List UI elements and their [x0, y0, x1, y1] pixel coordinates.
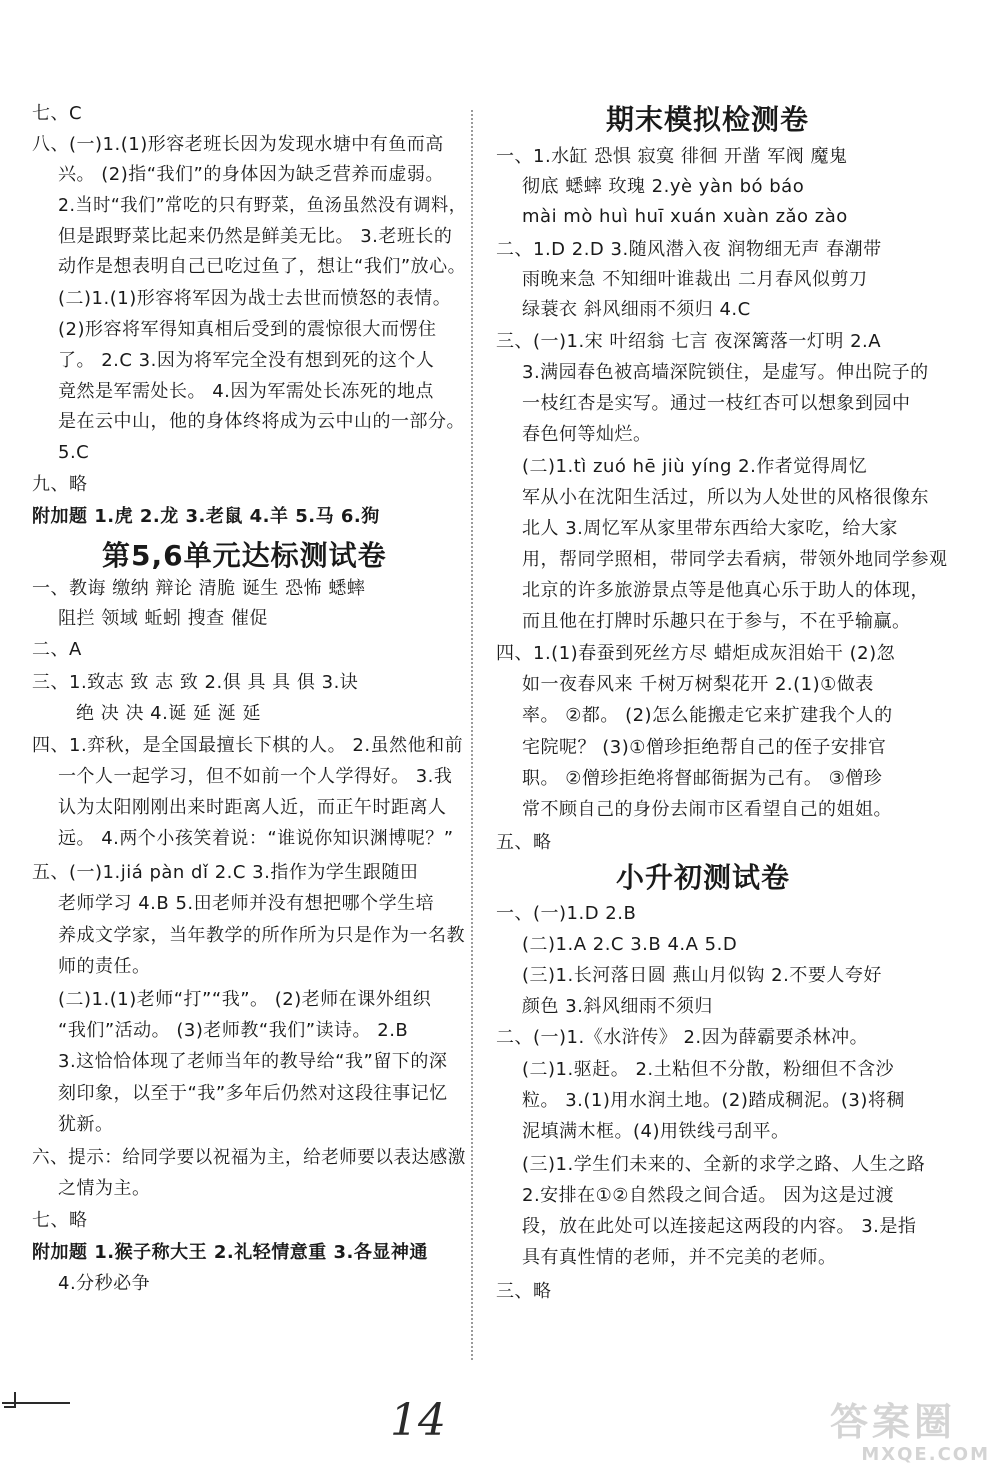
answer-line: 老师学习 4.B 5.田老师并没有想把哪个学生培 — [58, 893, 435, 914]
answer-line: 一、(一)1.D 2.B — [496, 903, 637, 924]
answer-line: 一个人一起学习，但不如前一个人学得好。 3.我 — [58, 766, 453, 787]
answer-line: 师的责任。 — [58, 956, 151, 977]
answer-line: 四、1.弈秋，是全国最擅长下棋的人。 2.虽然他和前 — [32, 735, 464, 756]
answer-line: 六、提示：给同学要以祝福为主，给老师要以表达感激 — [32, 1147, 466, 1168]
answer-line: 军从小在沈阳生活过，所以为人处世的风格很像东 — [522, 487, 929, 508]
answer-line: (三)1.学生们未来的、全新的求学之路、人生之路 — [522, 1154, 926, 1175]
answer-line: 泥填满木框。(4)用铁线弓刮平。 — [522, 1121, 790, 1142]
answer-line: 3.这恰恰体现了老师当年的教导给“我”留下的深 — [58, 1051, 448, 1072]
answer-line: 一枝红杏是实写。通过一枝红杏可以想象到园中 — [522, 393, 911, 414]
answer-line: 四、1.(1)春蚕到死丝方尽 蜡炬成灰泪始干 (2)忽 — [496, 643, 896, 664]
column-divider — [471, 110, 473, 1360]
answer-line: 但是跟野菜比起来仍然是鲜美无比。 3.老班长的 — [58, 226, 453, 247]
page-number: 14 — [390, 1395, 446, 1446]
answer-line: 4.分秒必争 — [58, 1273, 151, 1294]
section-heading: 小升初测试卷 — [616, 861, 791, 894]
answer-line: 而且他在打牌时乐趣只在于参与，不在乎输赢。 — [522, 611, 911, 632]
answer-line: 三、(一)1.宋 叶绍翁 七言 夜深篱落一灯明 2.A — [496, 331, 882, 352]
answer-line: 之情为主。 — [58, 1178, 151, 1199]
answer-line: 用，帮同学照相，带同学去看病，带领外地同学参观 — [522, 549, 948, 570]
answer-line: 常不顾自己的身份去闹市区看望自己的姐姐。 — [522, 799, 892, 820]
answer-line: 刻印象，以至于“我”多年后仍然对这段往事记忆 — [58, 1083, 448, 1104]
answer-line: 八、(一)1.(1)形容老班长因为发现水塘中有鱼而高 — [32, 134, 444, 155]
answer-line: 动作是想表明自己已吃过鱼了，想让“我们”放心。 — [58, 256, 467, 277]
answer-line: 远。 4.两个小孩笑着说：“谁说你知识渊博呢？” — [58, 828, 454, 849]
section-heading: 第5,6单元达标测试卷 — [102, 539, 387, 572]
answer-line: 北人 3.周忆军从家里带东西给大家吃，给大家 — [522, 518, 898, 539]
answer-line: 三、1.致志 致 志 致 2.俱 具 具 俱 3.诀 — [32, 672, 359, 693]
answer-line: 二、A — [32, 639, 82, 660]
answer-line: 粒。 3.(1)用水润土地。(2)踏成稠泥。(3)将稠 — [522, 1090, 905, 1111]
answer-line: (二)1.(1)形容将军因为战士去世而愤怒的表情。 — [58, 288, 452, 309]
section-heading: 期末模拟检测卷 — [606, 103, 810, 136]
answer-line: 3.满园春色被高墙深院锁住，是虚写。伸出院子的 — [522, 362, 929, 383]
answer-line: (二)1.驱赶。 2.土粘但不分散，粉细但不含沙 — [522, 1059, 895, 1080]
answer-line: 七、C — [32, 103, 83, 124]
answer-line: (二)1.(1)老师“打”“我”。 (2)老师在课外组织 — [58, 989, 432, 1010]
answer-line: 北京的许多旅游景点等是他真心乐于助人的体现， — [522, 580, 929, 601]
answer-line: (二)1.A 2.C 3.B 4.A 5.D — [522, 934, 738, 955]
answer-line: (2)形容将军得知真相后受到的震惊很大而愣住 — [58, 319, 437, 340]
answer-line: 二、1.D 2.D 3.随风潜入夜 润物细无声 春潮带 — [496, 239, 882, 260]
answer-line: 2.安排在①②自然段之间合适。 因为这是过渡 — [522, 1185, 895, 1206]
answer-line: 绿蓑衣 斜风细雨不须归 4.C — [522, 299, 751, 320]
answer-line: 2.当时“我们”常吃的只有野菜，鱼汤虽然没有调料， — [58, 195, 467, 216]
answer-line: 一、1.水缸 恐惧 寂寞 徘徊 开凿 军阀 魔鬼 — [496, 146, 848, 167]
answer-line: 雨晚来急 不知细叶谁裁出 二月春风似剪刀 — [522, 269, 868, 290]
answer-line: 五、略 — [496, 832, 552, 853]
answer-line: 兴。 (2)指“我们”的身体因为缺乏营养而虚弱。 — [58, 164, 444, 185]
answer-line: 5.C — [58, 442, 90, 463]
answer-line: 犹新。 — [58, 1114, 114, 1135]
answer-line: 竟然是军需处长。 4.因为军需处长冻死的地点 — [58, 381, 434, 402]
answer-line: mài mò huì huī xuán xuàn zǎo zào — [522, 206, 848, 227]
site-watermark — [830, 1400, 990, 1472]
answer-line: 是在云中山，他的身体终将成为云中山的一部分。 — [58, 411, 465, 432]
answer-line: 颜色 3.斜风细雨不须归 — [522, 996, 713, 1017]
answer-line: 九、略 — [32, 474, 88, 495]
answer-line: 如一夜春风来 千树万树梨花开 2.(1)①做表 — [522, 674, 874, 695]
answer-line: 七、略 — [32, 1210, 88, 1231]
watermark-text: 答案圈 — [830, 1400, 957, 1444]
answer-line: 宅院呢？ (3)①僧珍拒绝帮自己的侄子安排官 — [522, 737, 887, 758]
answer-line: (三)1.长河落日圆 燕山月似钩 2.不要人夸好 — [522, 965, 882, 986]
answer-line: 段，放在此处可以连接起这两段的内容。 3.是指 — [522, 1216, 917, 1237]
answer-line: 具有真性情的老师，并不完美的老师。 — [522, 1247, 837, 1268]
answer-line: 二、(一)1.《水浒传》 2.因为薛霸要杀林冲。 — [496, 1027, 869, 1048]
answer-line: 五、(一)1.jiá pàn dǐ 2.C 3.指作为学生跟随田 — [32, 862, 419, 883]
answer-line: 一、教诲 缴纳 辩论 清脆 诞生 恐怖 蟋蟀 — [32, 578, 366, 599]
answer-line: 彻底 蟋蟀 玫瑰 2.yè yàn bó báo — [522, 176, 805, 197]
watermark-url: MXQE.COM — [861, 1444, 990, 1465]
bonus-line: 附加题 1.猴子称大王 2.礼轻情意重 3.各显神通 — [32, 1242, 428, 1263]
bonus-line: 附加题 1.虎 2.龙 3.老鼠 4.羊 5.马 6.狗 — [32, 506, 380, 527]
answer-line: 了。 2.C 3.因为将军完全没有想到死的这个人 — [58, 350, 435, 371]
answer-line: (二)1.tì zuó hē jiù yíng 2.作者觉得周忆 — [522, 456, 868, 477]
crop-mark — [4, 1392, 16, 1408]
answer-line: 职。 ②僧珍拒绝将督邮衙据为己有。 ③僧珍 — [522, 768, 883, 789]
answer-line: 绝 决 决 4.诞 延 涎 延 — [76, 703, 262, 724]
answer-line: 认为太阳刚刚出来时距离人近，而正午时距离人 — [58, 797, 447, 818]
answer-line: 阻拦 领域 蚯蚓 搜查 催促 — [58, 608, 268, 629]
answer-line: 三、略 — [496, 1281, 552, 1302]
answer-line: 春色何等灿烂。 — [522, 424, 652, 445]
answer-line: 养成文学家，当年教学的所作所为只是作为一名教 — [58, 925, 465, 946]
answer-line: “我们”活动。 (3)老师教“我们”读诗。 2.B — [58, 1020, 409, 1041]
answer-line: 率。 ②都。 (2)怎么能搬走它来扩建我个人的 — [522, 705, 893, 726]
crop-mark — [2, 1402, 70, 1404]
